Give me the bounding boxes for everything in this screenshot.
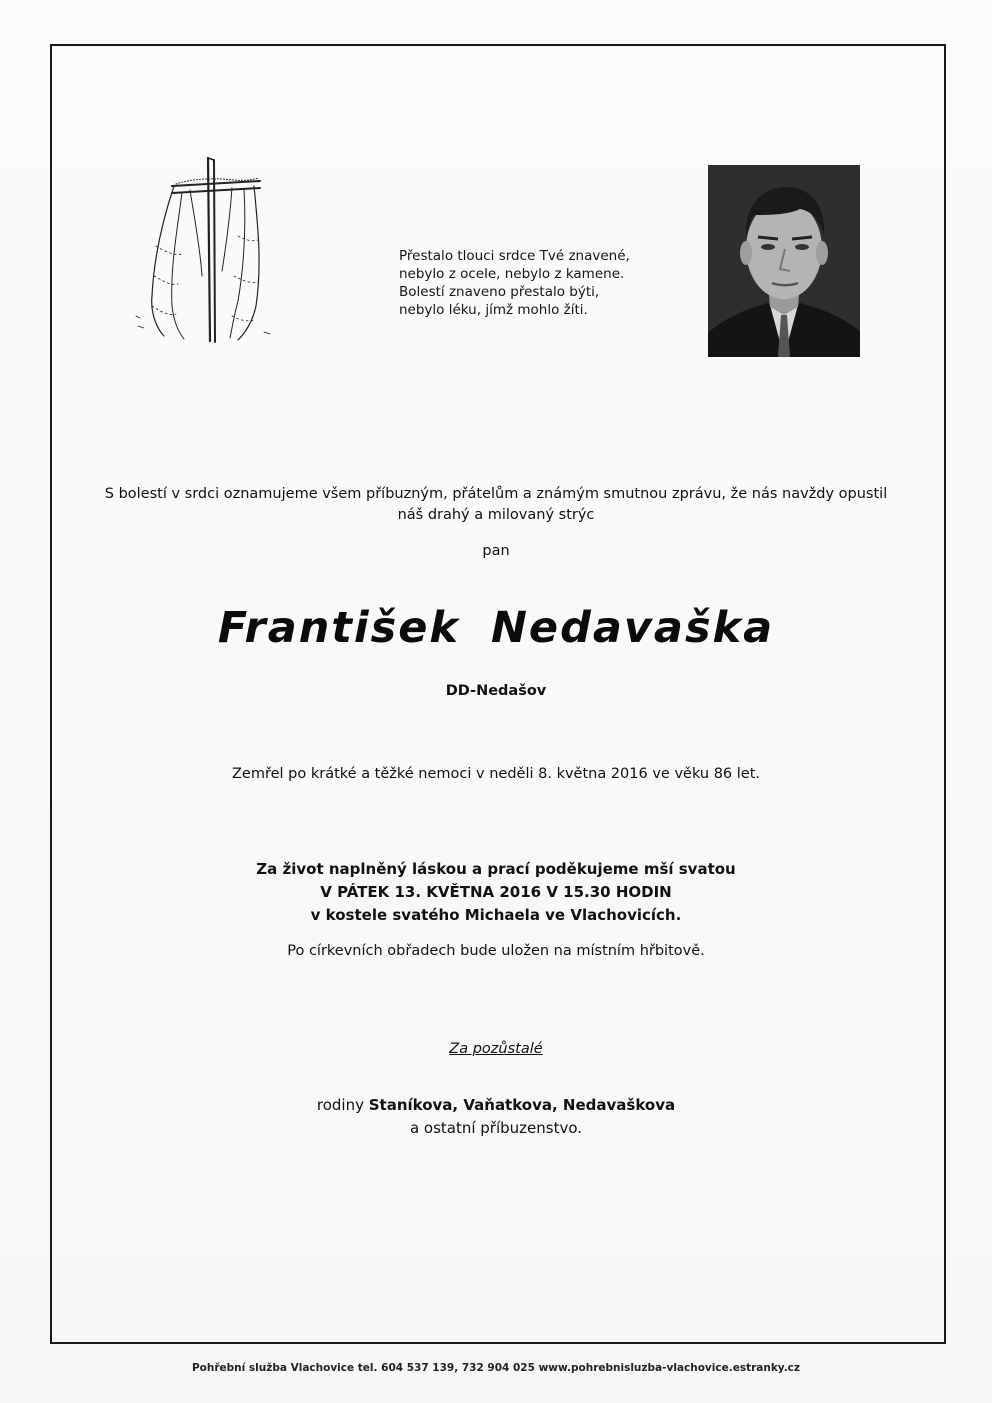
announcement — [100, 484, 892, 526]
poem-line: Bolestí znaveno přestalo býti, — [399, 284, 600, 300]
bereaved-families — [100, 1094, 892, 1140]
announcement-line: S bolestí v srdci oznamujeme všem příbuzným, přátelům a známým smutnou zprávu, že nás navždy opustil — [104, 486, 888, 502]
poem-line: nebylo léku, jímž mohlo žíti. — [399, 302, 588, 318]
mass-location: v kostele svatého Michaela ve Vlachovicích. — [310, 906, 682, 924]
poem — [399, 247, 659, 319]
mass-date: V PÁTEK 13. KVĚTNA 2016 V 15.30 HODIN — [320, 883, 672, 901]
cross-with-drape-icon — [134, 156, 274, 346]
poem-line: nebylo z ocele, nebylo z kamene. — [399, 266, 625, 282]
families-line — [100, 1094, 892, 1117]
portrait-photo — [708, 165, 860, 357]
other-relatives: a ostatní příbuzenstvo. — [409, 1119, 583, 1137]
funeral-service-footer: Pohřební služba Vlachovice tel. 604 537 139, 732 904 025 www.pohrebnisluzba-vlachovice.estranky.cz — [191, 1362, 801, 1374]
deceased-residence: DD-Nedašov — [445, 683, 547, 699]
deceased-name: František Nedavaška — [217, 603, 775, 653]
death-notice: Zemřel po krátké a těžké nemoci v neděli 8. května 2016 ve věku 86 let. — [231, 766, 761, 782]
families-prefix: rodiny — [316, 1096, 369, 1114]
burial-notice: Po církevních obřadech bude uložen na místním hřbitově. — [287, 943, 705, 959]
funeral-mass — [100, 858, 892, 927]
salutation: pan — [482, 543, 510, 559]
mass-line: Za život naplněný láskou a prací poděkujeme mší svatou — [256, 860, 736, 878]
bereaved-heading: Za pozůstalé — [449, 1041, 543, 1057]
announcement-line: náš drahý a milovaný strýc — [397, 507, 595, 523]
poem-line: Přestalo tlouci srdce Tvé znavené, — [399, 248, 630, 264]
family-names: Staníkova, Vaňatkova, Nedavaškova — [368, 1096, 676, 1114]
